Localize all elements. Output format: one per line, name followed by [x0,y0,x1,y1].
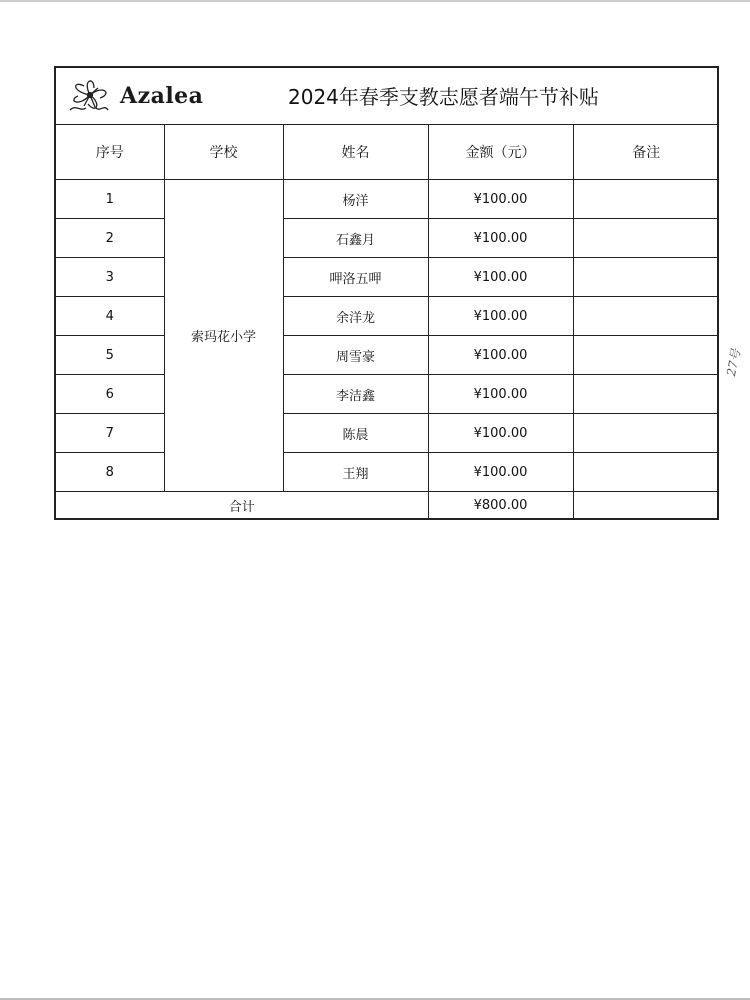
amount-cell: ¥100.00 [428,297,573,336]
total-label: 合计 [56,492,428,519]
row-number: 6 [56,375,164,414]
sheet-header [56,68,717,125]
column-header-school: 学校 [164,125,283,180]
row-number: 2 [56,219,164,258]
amount-cell: ¥100.00 [428,414,573,453]
row-number: 1 [56,180,164,219]
column-header-number: 序号 [56,125,164,180]
row-number: 8 [56,453,164,492]
handwritten-margin-note: 27号 [723,347,744,378]
table-row [56,219,719,258]
amount-cell: ¥100.00 [428,336,573,375]
note-cell [573,180,719,219]
amount-cell: ¥100.00 [428,258,573,297]
table-header-row [56,125,719,180]
total-note [573,492,719,519]
amount-cell: ¥100.00 [428,375,573,414]
note-cell [573,375,719,414]
volunteer-name: 余洋龙 [283,297,428,336]
row-number: 4 [56,297,164,336]
volunteer-name: 李洁鑫 [283,375,428,414]
azalea-flower-icon [64,74,116,116]
total-row [56,492,719,519]
table-row [56,258,719,297]
column-header-note: 备注 [573,125,719,180]
note-cell [573,336,719,375]
amount-cell: ¥100.00 [428,453,573,492]
row-number: 7 [56,414,164,453]
row-number: 5 [56,336,164,375]
table-row [56,336,719,375]
amount-cell: ¥100.00 [428,180,573,219]
table-row [56,297,719,336]
column-header-amount: 金额（元） [428,125,573,180]
note-cell [573,258,719,297]
document-title: 2024年春季支教志愿者端午节补贴 [288,85,599,109]
volunteer-name: 王翔 [283,453,428,492]
volunteer-name: 陈晨 [283,414,428,453]
school-cell: 索玛花小学 [164,180,283,492]
note-cell [573,414,719,453]
subsidy-table [56,125,719,518]
volunteer-name: 周雪豪 [283,336,428,375]
volunteer-name: 呷洛五呷 [283,258,428,297]
note-cell [573,219,719,258]
table-row [56,414,719,453]
brand-name: Azalea [120,83,204,109]
table-row [56,375,719,414]
table-row [56,180,719,219]
column-header-name: 姓名 [283,125,428,180]
table-row [56,453,719,492]
volunteer-name: 石鑫月 [283,219,428,258]
note-cell [573,297,719,336]
total-amount: ¥800.00 [428,492,573,519]
note-cell [573,453,719,492]
row-number: 3 [56,258,164,297]
volunteer-name: 杨洋 [283,180,428,219]
subsidy-sheet [54,66,719,520]
amount-cell: ¥100.00 [428,219,573,258]
